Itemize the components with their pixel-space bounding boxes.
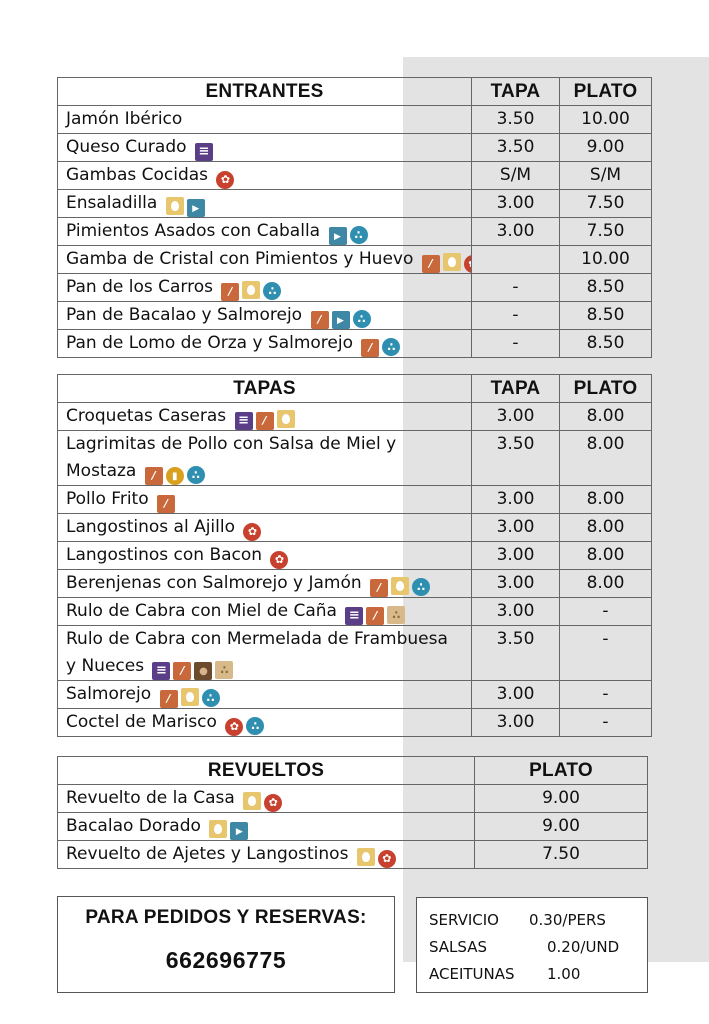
dish-cell <box>58 542 472 570</box>
dish-cell <box>58 570 472 598</box>
menu-row <box>58 246 652 274</box>
egg-icon <box>391 577 409 595</box>
dish-name: Rulo de Cabra con Mermelada de Frambuesa y Nueces <box>66 629 448 676</box>
menu-row <box>58 190 652 218</box>
fish-icon <box>332 311 350 329</box>
table-header <box>58 375 652 403</box>
extras-box <box>416 897 648 993</box>
menu-row <box>58 542 652 570</box>
dish-cell <box>58 302 472 330</box>
plato-price: 8.50 <box>560 330 652 358</box>
plato-price: S/M <box>560 162 652 190</box>
crustacean-icon <box>243 523 261 541</box>
plato-price: 8.50 <box>560 274 652 302</box>
tapa-price: 3.00 <box>472 709 560 737</box>
dish-cell <box>58 431 472 486</box>
dish-name: Jamón Ibérico <box>66 109 183 129</box>
tapa-price: 3.00 <box>472 190 560 218</box>
gluten-icon <box>311 311 329 329</box>
menu-row <box>58 626 652 681</box>
menu-row <box>58 431 652 486</box>
menu-row <box>58 785 648 813</box>
column-header-plato: PLATO <box>475 757 648 785</box>
menu-row <box>58 709 652 737</box>
dish-cell <box>58 709 472 737</box>
dish-name: Pan de Lomo de Orza y Salmorejo <box>66 333 353 353</box>
egg-icon <box>242 281 260 299</box>
crustacean-icon <box>464 255 472 273</box>
extras-row <box>429 908 647 935</box>
dish-name: Pimientos Asados con Caballa <box>66 221 321 241</box>
dish-name: Salmorejo <box>66 684 152 704</box>
dish-name: Gambas Cocidas <box>66 165 209 185</box>
column-header-tapa: TAPA <box>472 78 560 106</box>
dish-name: Rulo de Cabra con Miel de Caña <box>66 601 337 621</box>
dish-name: Langostinos con Bacon <box>66 545 263 565</box>
extras-label: SERVICIO <box>429 911 499 929</box>
sulphites-icon <box>246 717 264 735</box>
menu-row <box>58 330 652 358</box>
dish-cell <box>58 626 472 681</box>
egg-icon <box>357 848 375 866</box>
dairy-icon <box>152 662 170 680</box>
dish-cell <box>58 134 472 162</box>
sulphites-icon <box>202 689 220 707</box>
column-header-plato: PLATO <box>560 375 652 403</box>
dish-name: Langostinos al Ajillo <box>66 517 236 537</box>
egg-icon <box>443 253 461 271</box>
gluten-icon <box>370 579 388 597</box>
table-header <box>58 757 648 785</box>
dish-cell <box>58 841 475 869</box>
extras-label: SALSAS <box>429 938 488 956</box>
extras-value: 1.00 <box>547 965 581 983</box>
egg-icon <box>181 688 199 706</box>
dish-name: Croquetas Caseras <box>66 406 227 426</box>
plato-price: 10.00 <box>560 246 652 274</box>
dish-cell <box>58 162 472 190</box>
plato-price: 9.00 <box>560 134 652 162</box>
sulphites-icon <box>187 466 205 484</box>
gluten-icon <box>145 467 163 485</box>
dairy-icon <box>345 607 363 625</box>
menu-row <box>58 514 652 542</box>
tapa-price: 3.50 <box>472 626 560 681</box>
mustard-icon <box>166 467 184 485</box>
column-header-tapa: TAPA <box>472 375 560 403</box>
gluten-icon <box>173 662 191 680</box>
plato-price: 8.00 <box>560 403 652 431</box>
tapa-price: 3.00 <box>472 598 560 626</box>
tapa-price: 3.00 <box>472 218 560 246</box>
tapa-price: 3.50 <box>472 431 560 486</box>
orders-box <box>57 896 395 993</box>
dish-cell <box>58 681 472 709</box>
tapa-price: 3.00 <box>472 570 560 598</box>
menu-row <box>58 813 648 841</box>
fish-icon <box>230 822 248 840</box>
sesame-icon <box>215 661 233 679</box>
dairy-icon <box>235 412 253 430</box>
tapa-price: 3.00 <box>472 486 560 514</box>
dish-name: Gamba de Cristal con Pimientos y Huevo <box>66 249 414 269</box>
dish-name: Pollo Frito <box>66 489 149 509</box>
dish-cell <box>58 598 472 626</box>
section-title: ENTRANTES <box>58 78 472 106</box>
plato-price: 9.00 <box>475 813 648 841</box>
tapa-price: 3.00 <box>472 542 560 570</box>
menu-row <box>58 841 648 869</box>
orders-title: PARA PEDIDOS Y RESERVAS: <box>85 907 367 928</box>
menu-row <box>58 570 652 598</box>
gluten-icon <box>256 412 274 430</box>
crustacean-icon <box>225 718 243 736</box>
dish-name: Coctel de Marisco <box>66 712 217 732</box>
menu-row <box>58 274 652 302</box>
dairy-icon <box>195 143 213 161</box>
menu-row <box>58 134 652 162</box>
menu-row <box>58 486 652 514</box>
dish-name: Revuelto de Ajetes y Langostinos <box>66 844 349 864</box>
dish-cell <box>58 106 472 134</box>
extras-value: 0.30/PERS <box>529 911 606 929</box>
gluten-icon <box>221 283 239 301</box>
tapa-price: S/M <box>472 162 560 190</box>
plato-price: 9.00 <box>475 785 648 813</box>
egg-icon <box>209 820 227 838</box>
plato-price: 8.50 <box>560 302 652 330</box>
tapa-price: - <box>472 274 560 302</box>
plato-price: 7.50 <box>475 841 648 869</box>
dish-name: Queso Curado <box>66 137 187 157</box>
dish-cell <box>58 330 472 358</box>
sulphites-icon <box>263 282 281 300</box>
dish-cell <box>58 785 475 813</box>
dish-cell <box>58 274 472 302</box>
sulphites-icon <box>350 226 368 244</box>
fish-icon <box>329 227 347 245</box>
tapas-table <box>57 374 652 737</box>
table-header <box>58 78 652 106</box>
menu-row <box>58 403 652 431</box>
dish-cell <box>58 403 472 431</box>
tapa-price: 3.50 <box>472 106 560 134</box>
egg-icon <box>277 410 295 428</box>
menu-row <box>58 598 652 626</box>
dish-cell <box>58 514 472 542</box>
crustacean-icon <box>378 850 396 868</box>
plato-price: - <box>560 709 652 737</box>
plato-price: - <box>560 626 652 681</box>
dish-name: Revuelto de la Casa <box>66 788 235 808</box>
column-header-plato: PLATO <box>560 78 652 106</box>
crustacean-icon <box>264 794 282 812</box>
menu-row <box>58 106 652 134</box>
dish-cell <box>58 486 472 514</box>
sesame-icon <box>387 606 405 624</box>
tapa-price <box>472 246 560 274</box>
tapa-price: 3.50 <box>472 134 560 162</box>
tapa-price: 3.00 <box>472 514 560 542</box>
dish-cell <box>58 218 472 246</box>
plato-price: 7.50 <box>560 218 652 246</box>
gluten-icon <box>160 690 178 708</box>
dish-name: Pan de Bacalao y Salmorejo <box>66 305 303 325</box>
egg-icon <box>166 197 184 215</box>
tapa-price: - <box>472 302 560 330</box>
dish-name: Pan de los Carros <box>66 277 213 297</box>
nuts-icon <box>194 662 212 680</box>
extras-row <box>429 962 647 989</box>
egg-icon <box>243 792 261 810</box>
dish-cell <box>58 813 475 841</box>
plato-price: 8.00 <box>560 486 652 514</box>
plato-price: 10.00 <box>560 106 652 134</box>
fish-icon <box>187 199 205 217</box>
extras-row <box>429 935 647 962</box>
dish-cell <box>58 246 472 274</box>
tapa-price: 3.00 <box>472 403 560 431</box>
entrantes-table <box>57 77 652 358</box>
gluten-icon <box>361 339 379 357</box>
section-title: REVUELTOS <box>58 757 475 785</box>
plato-price: - <box>560 598 652 626</box>
menu-row <box>58 681 652 709</box>
gluten-icon <box>157 495 175 513</box>
menu-row <box>58 302 652 330</box>
dish-name: Lagrimitas de Pollo con Salsa de Miel y Mostaza <box>66 434 397 481</box>
menu-row <box>58 218 652 246</box>
crustacean-icon <box>270 551 288 569</box>
dish-cell <box>58 190 472 218</box>
dish-name: Bacalao Dorado <box>66 816 201 836</box>
revueltos-table <box>57 756 648 869</box>
gluten-icon <box>366 607 384 625</box>
sulphites-icon <box>353 310 371 328</box>
plato-price: 8.00 <box>560 514 652 542</box>
tapa-price: 3.00 <box>472 681 560 709</box>
menu-row <box>58 162 652 190</box>
gluten-icon <box>422 255 440 273</box>
plato-price: - <box>560 681 652 709</box>
plato-price: 8.00 <box>560 542 652 570</box>
extras-label: ACEITUNAS <box>429 965 515 983</box>
plato-price: 8.00 <box>560 570 652 598</box>
dish-name: Ensaladilla <box>66 193 158 213</box>
phone-number[interactable]: 662696775 <box>165 947 287 973</box>
tapa-price: - <box>472 330 560 358</box>
plato-price: 7.50 <box>560 190 652 218</box>
sulphites-icon <box>412 578 430 596</box>
extras-value: 0.20/UND <box>547 938 620 956</box>
crustacean-icon <box>216 171 234 189</box>
plato-price: 8.00 <box>560 431 652 486</box>
dish-name: Berenjenas con Salmorejo y Jamón <box>66 573 362 593</box>
sulphites-icon <box>382 338 400 356</box>
section-title: TAPAS <box>58 375 472 403</box>
